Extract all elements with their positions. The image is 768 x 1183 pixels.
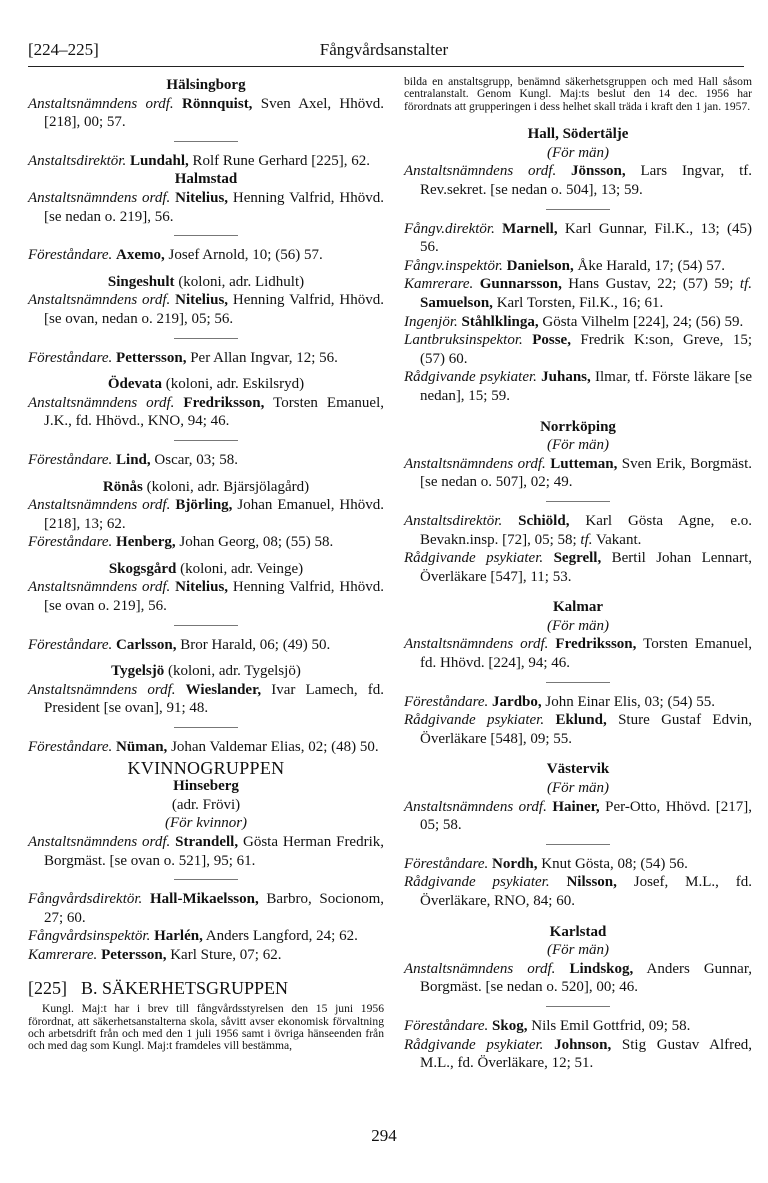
entry: Föreståndare. Nüman, Johan Valdemar Elias, 02; (48) 50. xyxy=(28,739,379,756)
entry: Fångv.direktör. Marnell, Karl Gunnar, Fil.K., 13; (45) 56. xyxy=(404,220,752,256)
separator xyxy=(546,1006,610,1007)
heading-tygelsjo: Tygelsjö (koloni, adr. Tygelsjö) xyxy=(111,663,301,680)
separator xyxy=(174,440,238,441)
entry: Kamrerare. Gunnarsson, Hans Gustav, 22; (57) 59; tf. Samuelson, Karl Torsten, Fil.K., 16; 61. xyxy=(404,276,752,311)
subtitle: (För män) xyxy=(546,942,610,959)
heading-halsingborg: Hälsingborg xyxy=(166,77,246,93)
entry: Föreståndare. Jardbo, John Einar Elis, 03; (54) 55. xyxy=(404,693,715,710)
separator xyxy=(174,235,238,236)
entry: Kamrerare. Petersson, Karl Sture, 07; 62. xyxy=(28,946,282,963)
page-range: [224–225] xyxy=(28,40,99,59)
entry: Anstaltsnämndens ordf. Jönsson, Lars Ingvar, tf. Rev.sekret. [se nedan o. 504], 13; 59. xyxy=(404,163,752,198)
subtitle: (För kvinnor) xyxy=(164,815,248,832)
entry: Rådgivande psykiater. Segrell, Bertil Johan Lennart, Överläkare [547], 11; 53. xyxy=(404,550,753,585)
entry: Föreståndare. Henberg, Johan Georg, 08; (55) 58. xyxy=(28,534,334,551)
heading-skogsgard: Skogsgård (koloni, adr. Veinge) xyxy=(108,560,304,577)
entry: Föreståndare. Skog, Nils Emil Gottfrid, 09; 58. xyxy=(404,1017,691,1034)
entry: Anstaltsnämndens ordf. Nitelius, Henning Valfrid, Hhövd. [se ovan o. 219], 56. xyxy=(28,579,385,615)
heading-kalmar: Kalmar xyxy=(553,599,603,616)
intro-text: bilda en anstaltsgrupp, benämnd säkerhetsgruppen och med Hall såsom centralanstalt. Genom Kungl. Maj:ts beslut den 14 dec. 1956 har förordnats att grupperingen i dess helhet skall träda i kraft den 1 jan. 1957. xyxy=(404,75,752,113)
entry: Anstaltsnämndens ordf. Rönnquist, Sven Axel, Hhövd. [218], 00; 57. xyxy=(28,95,385,131)
entry: Rådgivande psykiater. Johnson, Stig Gustav Alfred, M.L., fd. Överläkare, 12; 51. xyxy=(404,1036,753,1072)
entry: Anstaltsdirektör. Schiöld, Karl Gösta Agne, e.o. Bevakn.insp. [72], 05; 58; tf. Vakant. xyxy=(404,512,753,548)
entry: Anstaltsnämndens ordf. Björling, Johan Emanuel, Hhövd. [218], 13; 62. xyxy=(28,497,385,532)
heading-vastervik: Västervik xyxy=(546,761,610,778)
separator xyxy=(546,844,610,845)
entry: Föreståndare. Lind, Oscar, 03; 58. xyxy=(28,451,238,468)
heading-karlstad: Karlstad xyxy=(549,923,607,940)
left-column xyxy=(28,76,384,1053)
right-column xyxy=(404,76,752,1073)
entry: Anstaltsnämndens ordf. Nitelius, Henning Valfrid, Hhövd. [se ovan, nedan o. 219], 05; 56. xyxy=(28,292,385,327)
separator xyxy=(174,625,238,626)
entry: Föreståndare. Nordh, Knut Gösta, 08; (54) 56. xyxy=(404,855,688,872)
page-number: 294 xyxy=(371,1126,397,1145)
entry: Rådgivande psykiater. Eklund, Sture Gustaf Edvin, Överläkare [548], 09; 55. xyxy=(404,712,753,747)
entry: Anstaltsnämndens ordf. Strandell, Gösta Herman Fredrik, Borgmäst. [se ovan o. 521], 95; 61. xyxy=(28,834,385,869)
entry: Anstaltsnämndens ordf. Fredriksson, Torsten Emanuel, J.K., fd. Hhövd., KNO, 94; 46. xyxy=(28,394,384,430)
entry: Anstaltsnämndens ordf. Fredriksson, Torsten Emanuel, fd. Hhövd. [224], 94; 46. xyxy=(404,636,752,672)
section-title-b: [225] B. SÄKERHETSGRUPPEN xyxy=(28,977,289,998)
entry: Anstaltsnämndens ordf. Lutteman, Sven Erik, Borgmäst. [se nedan o. 507], 02; 49. xyxy=(404,455,752,491)
heading-singeshult: Singeshult (koloni, adr. Lidhult) xyxy=(107,273,305,290)
separator xyxy=(174,338,238,339)
heading-hinseberg: Hinseberg xyxy=(173,778,239,795)
separator xyxy=(546,682,610,683)
header-rule xyxy=(28,66,744,67)
separator xyxy=(174,879,238,880)
separator xyxy=(546,501,610,502)
entry: Fångv.inspektör. Danielson, Åke Harald, 17; (54) 57. xyxy=(404,257,725,274)
entry: Anstaltsnämndens ordf. Wieslander, Ivar Lamech, fd. President [se ovan], 91; 48. xyxy=(28,681,384,717)
entry: Föreståndare. Carlsson, Bror Harald, 06; (49) 50. xyxy=(28,636,331,653)
entry: Föreståndare. Axemo, Josef Arnold, 10; (56) 57. xyxy=(28,247,323,264)
heading-odevata: Ödevata (koloni, adr. Eskilsryd) xyxy=(107,376,305,393)
heading-norrkoping: Norrköping xyxy=(540,418,616,435)
entry: Anstaltsnämndens ordf. Nitelius, Henning Valfrid, Hhövd. [se nedan o. 219], 56. xyxy=(28,189,385,225)
entry: Fångvårdsinspektör. Harlén, Anders Langford, 24; 62. xyxy=(28,928,358,945)
entry: Anstaltsnämndens ordf. Lindskog, Anders Gunnar, Borgmäst. [se nedan o. 520], 00; 46. xyxy=(404,960,752,996)
entry: Fångvårdsdirektör. Hall-Mikaelsson, Barbro, Socionom, 27; 60. xyxy=(28,891,384,926)
entry: Anstaltsnämndens ordf. Hainer, Per-Otto, Hhövd. [217], 05; 58. xyxy=(404,798,753,834)
entry: Lantbruksinspektor. Posse, Fredrik K:son, Greve, 15; (57) 60. xyxy=(404,332,752,367)
group-title-kvinnogruppen: KVINNOGRUPPEN xyxy=(127,757,285,778)
entry: Anstaltsdirektör. Lundahl, Rolf Rune Gerhard [225], 62. xyxy=(28,152,370,169)
section-text: Kungl. Maj:t har i brev till fångvårdsstyrelsen den 15 juni 1956 förordnat, att säkerhetsanstalterna skola, såvitt avser ekonomisk förvaltning och arbetsdrift från och med den 1 juli 1956 samt i övriga hänseenden från och med dag som Kungl. Maj:t framdeles vill bestämma, xyxy=(28,1002,384,1053)
entry: Föreståndare. Pettersson, Per Allan Ingvar, 12; 56. xyxy=(28,349,338,366)
entry: Rådgivande psykiater. Nilsson, Josef, M.L., fd. Överläkare, RNO, 84; 60. xyxy=(404,874,753,909)
entry: Rådgivande psykiater. Juhans, Ilmar, tf. Förste läkare [se nedan], 15; 59. xyxy=(404,369,753,404)
address: (adr. Frövi) xyxy=(171,796,241,813)
subtitle: (För män) xyxy=(546,780,610,797)
running-title: Fångvårdsanstalter xyxy=(319,40,449,59)
page-header xyxy=(28,40,740,62)
separator xyxy=(546,209,610,210)
heading-hall: Hall, Södertälje xyxy=(527,126,629,143)
separator xyxy=(174,141,238,142)
subtitle: (För män) xyxy=(546,617,610,634)
entry: Ingenjör. Ståhlklinga, Gösta Vilhelm [224], 24; (56) 59. xyxy=(404,313,744,330)
separator xyxy=(174,727,238,728)
heading-ronas: Rönås (koloni, adr. Bjärsjölagård) xyxy=(102,478,310,495)
subtitle: (För män) xyxy=(546,144,610,161)
heading-halmstad: Halmstad xyxy=(174,171,238,188)
subtitle: (För män) xyxy=(546,437,610,454)
